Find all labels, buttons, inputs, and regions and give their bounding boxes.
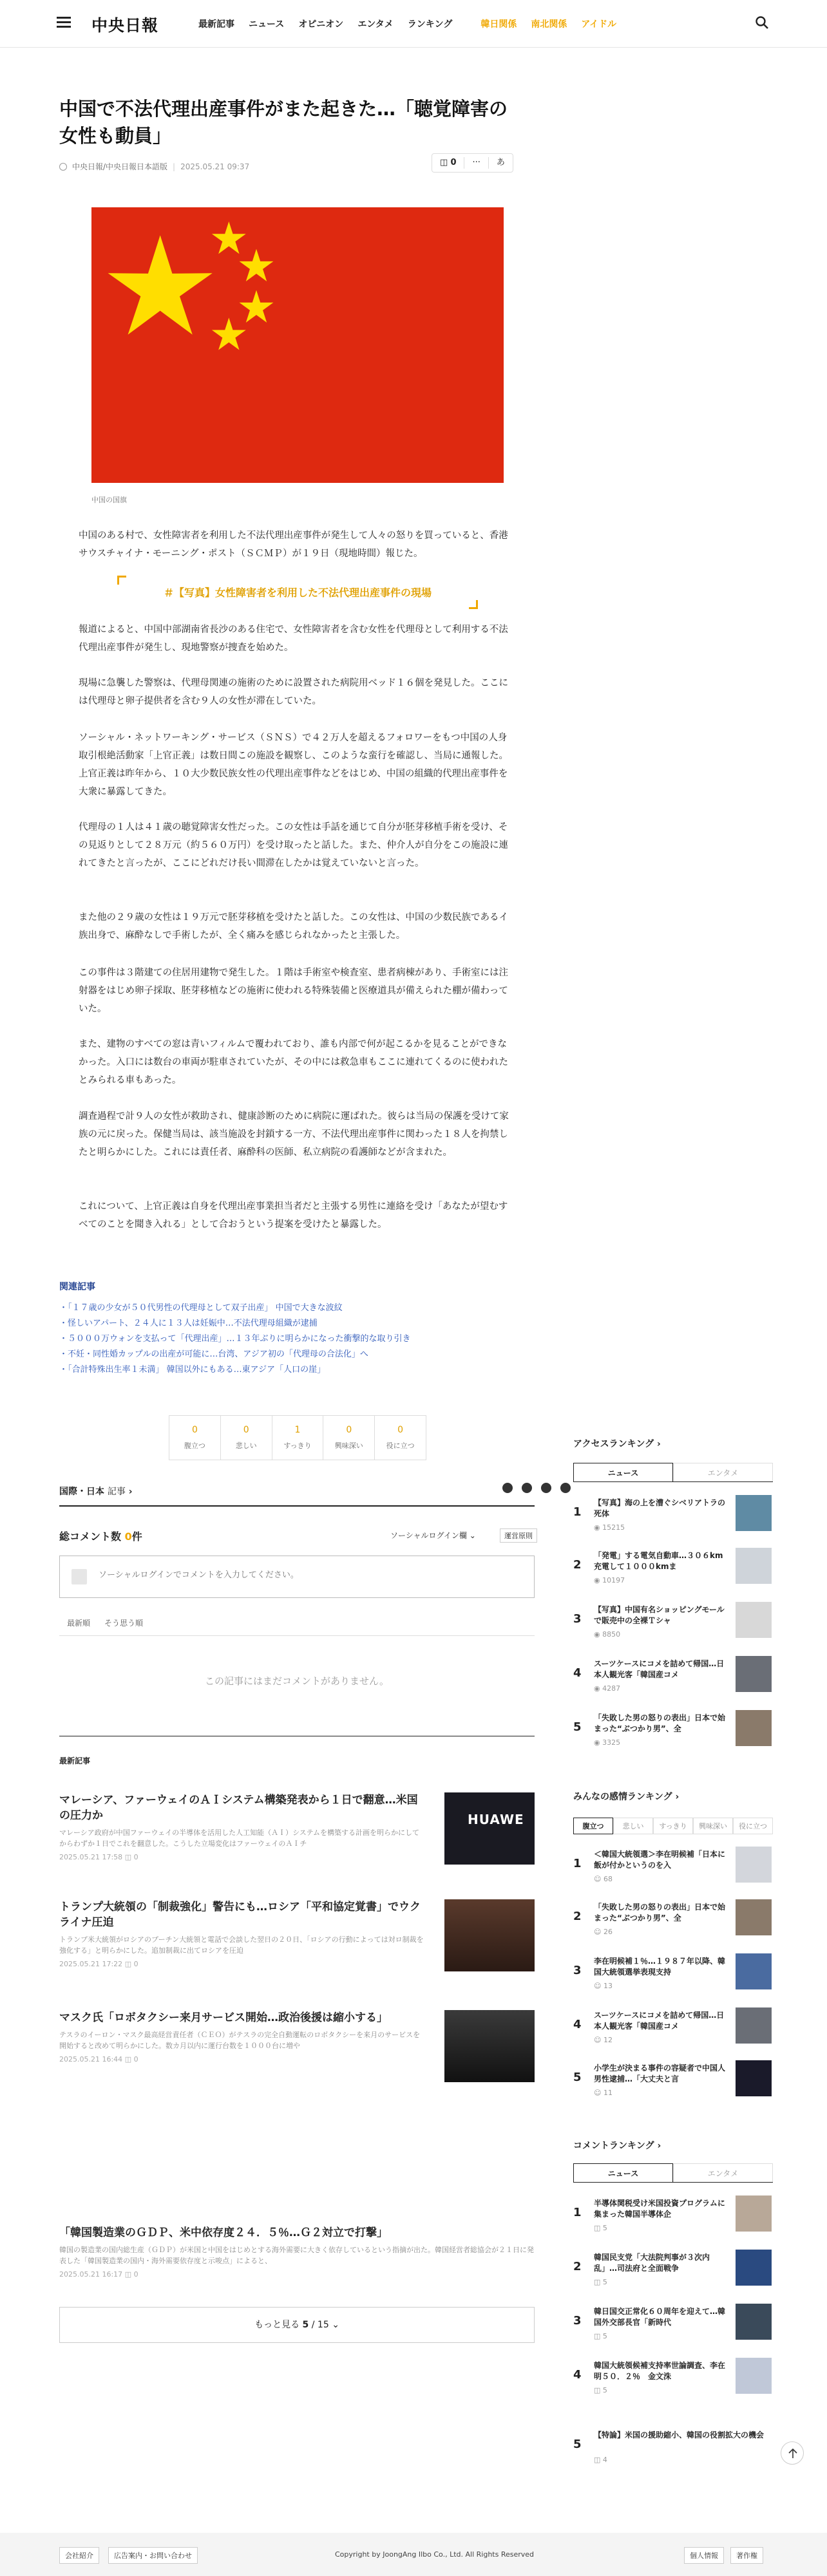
main-nav bbox=[198, 17, 631, 30]
comments-empty-message: この記事にはまだコメントがありません。 bbox=[205, 1675, 389, 1687]
tab-news[interactable]: ニュース bbox=[573, 2163, 673, 2182]
ranking-item[interactable] bbox=[573, 1495, 773, 1541]
site-logo[interactable]: 中央日報 bbox=[91, 16, 159, 35]
load-more-button[interactable]: もっと見る 5 / 15 ⌄ bbox=[59, 2307, 535, 2343]
rank-views-count: 5 bbox=[602, 2278, 607, 2286]
rank-thumbnail bbox=[736, 1548, 772, 1584]
rank-number: 5 bbox=[573, 2438, 582, 2451]
menu-icon[interactable] bbox=[57, 17, 71, 28]
rank-title: 「失敗した男の怒りの表出」日本で始まった“ぶつかり男”、全 bbox=[594, 1903, 726, 1923]
article-date: 2025.05.21 09:37 bbox=[180, 162, 250, 171]
rank-views bbox=[594, 1928, 613, 1936]
comment-icon: ◫ bbox=[124, 1853, 132, 1861]
card-desc: マレーシア政府が中国ファーウェイの半導体を活用した人工知能（ＡＩ）システムを構築する計画を明らかにしてからわずか１日でこれを翻意した。こうした立場変化はファーウェイのＡＩチ bbox=[59, 1829, 420, 1848]
font-size-button[interactable]: あ bbox=[496, 158, 505, 167]
card-desc: 韓国の製造業の国内総生産（ＧＤＰ）が米国と中国をはじめとする海外需要に大きく依存しているという指摘が出た。韓国経営者総協会が２１日に発表した「韓国製造業の国内・海外需要依存度と示唆点」によると、 bbox=[59, 2246, 534, 2265]
ranking-item[interactable] bbox=[573, 1847, 773, 1893]
related-article-link[interactable]: ・「合計特殊出生率１未満」 韓国以外にもある…東アジア「人口の崖」 bbox=[59, 1365, 326, 1375]
line-share-icon[interactable] bbox=[541, 1483, 551, 1493]
rank-thumbnail bbox=[736, 1847, 772, 1883]
ranking-item[interactable] bbox=[573, 1548, 773, 1594]
related-article-link[interactable]: ・「１７歳の少女が５０代男性の代理母として双子出産」 中国で大きな波紋 bbox=[59, 1303, 343, 1313]
x-share-icon[interactable] bbox=[502, 1483, 513, 1493]
rank-title: スーツケースにコメを詰めて帰国…日本人観光客「韓国産コメ bbox=[594, 1659, 725, 1679]
rank-views bbox=[594, 2278, 607, 2286]
image-caption: 中国の国旗 bbox=[91, 496, 127, 504]
rank-title: ＜韓国大統領選＞李在明候補「日本に飯が付かというのを入 bbox=[594, 1850, 726, 1870]
rank-number: 5 bbox=[573, 2071, 582, 2084]
copyright: Copyright by JoongAng Ilbo Co., Ltd. All Rights Reserved bbox=[335, 2550, 535, 2559]
ranking-item[interactable] bbox=[573, 1710, 773, 1756]
tab-useful[interactable]: 役に立つ bbox=[733, 1818, 773, 1834]
comment-icon: ◫ bbox=[594, 2332, 601, 2340]
footer-link-ads[interactable]: 広告案内・お問い合わせ bbox=[108, 2547, 198, 2564]
article-paragraph: ソーシャル・ネットワーキング・サービス（ＳＮＳ）で４２万人を超えるフォロワーをもつ中国の人身取引根絶活動家「上官正義」は数日間この施設を観察し、このような蛮行を確認し、当局に通報した。上官正義は昨年から、１０大少数民族女性の代理出産事件などをはじめ、中国の組織的代理出産事件を大衆に暴露してきた。 bbox=[79, 733, 508, 797]
comment-icon: ◫ bbox=[124, 2055, 132, 2064]
rank-number: 3 bbox=[573, 2314, 582, 2327]
rank-views bbox=[594, 2456, 607, 2464]
rank-views bbox=[594, 2386, 607, 2394]
rank-number: 3 bbox=[573, 1612, 582, 1626]
ranking-item[interactable] bbox=[573, 1602, 773, 1648]
latest-article-card[interactable] bbox=[59, 2225, 535, 2279]
reaction-count: 0 bbox=[397, 1425, 404, 1435]
reaction-relieved[interactable] bbox=[272, 1416, 324, 1460]
footer-link-privacy[interactable]: 個人情報 bbox=[684, 2547, 724, 2564]
related-article-link[interactable]: ・不妊・同性婚カップルの出産が可能に…台湾、アジア初の「代理母の合法化」へ bbox=[59, 1349, 368, 1359]
comment-input-box[interactable] bbox=[59, 1556, 535, 1598]
article-paragraph: これについて、上官正義は自身を代理出産事業担当者だと主張する男性に連絡を受け「あなたが望むすべてのことを聞き入れる」として合おうという提案を受けたと暴露した。 bbox=[79, 1201, 508, 1230]
rank-views bbox=[594, 1523, 625, 1532]
china-flag-image bbox=[91, 207, 504, 483]
more-icon[interactable]: ··· bbox=[464, 157, 488, 169]
card-meta bbox=[59, 2270, 535, 2279]
comment-rules-button[interactable]: 運営原則 bbox=[500, 1528, 537, 1543]
card-thumbnail bbox=[444, 1792, 535, 1865]
emotion-ranking-title[interactable]: みんなの感情ランキング › bbox=[573, 1792, 680, 1802]
card-date: 2025.05.21 17:58 bbox=[59, 1853, 123, 1861]
nav-item-accent[interactable]: アイドル bbox=[581, 19, 617, 30]
rank-title: 「発電」する電気自動車…３０６km充電して１０００kmま bbox=[594, 1551, 723, 1571]
load-more-total: 15 bbox=[317, 2320, 329, 2330]
comment-ranking-label: コメントランキング bbox=[573, 2141, 654, 2151]
rank-views bbox=[594, 1875, 613, 1883]
article-source[interactable]: 中央日報/中央日報日本語版 bbox=[72, 162, 168, 171]
emotion-ranking-label: みんなの感情ランキング bbox=[573, 1792, 672, 1802]
rank-thumbnail bbox=[736, 2304, 772, 2340]
search-icon[interactable] bbox=[755, 15, 769, 30]
comment-sort-tabs bbox=[67, 1617, 143, 1628]
ranking-item[interactable] bbox=[573, 2304, 773, 2350]
footer bbox=[0, 2533, 827, 2576]
latest-article-card[interactable] bbox=[59, 2010, 535, 2064]
rank-views bbox=[594, 1630, 620, 1639]
access-ranking-label: アクセスランキング bbox=[573, 1439, 654, 1449]
chevron-down-icon: ⌄ bbox=[469, 1531, 476, 1540]
rank-views-count: 26 bbox=[603, 1928, 613, 1936]
rank-views-count: 5 bbox=[602, 2224, 607, 2232]
article-paragraph: 報道によると、中国中部湖南省長沙のある住宅で、女性障害者を含む女性を代理母として利用する不法代理出産事件が発生し、現地警察が捜査を始めた。 bbox=[79, 625, 508, 653]
ranking-item[interactable] bbox=[573, 2195, 773, 2242]
reaction-icon: ☺ bbox=[594, 2036, 602, 2044]
related-article-link[interactable]: ・５０００万ウォンを支払って「代理出産」…１３年ぶりに明らかになった衝撃的な取り引き bbox=[59, 1334, 411, 1344]
comment-icon: ◫ bbox=[440, 158, 448, 167]
article-paragraph: また他の２９歳の女性は１９万元で胚芽移植を受けたと話した。この女性は、中国の少数民族であるイ族出身で、麻酔なしで手術したが、全く痛みを感じられなかったと主張した。 bbox=[79, 912, 508, 941]
rank-title: 李在明候補１％…１９８７年以降、韓国大統領選挙表現支持 bbox=[594, 1957, 726, 1977]
rank-views-count: 4 bbox=[602, 2456, 607, 2464]
byline bbox=[59, 161, 249, 172]
reaction-label: すっきり bbox=[283, 1442, 312, 1450]
comment-ranking-title[interactable]: コメントランキング › bbox=[573, 2141, 661, 2151]
nav-item[interactable]: ニュース bbox=[249, 19, 285, 30]
article-paragraph: この事件は３階建ての住居用建物で発生した。１階は手術室や検査室、患者病棟があり、手術室には注射器をはじめ卵子採取、胚芽移植などの施術に使われる特殊装備と医療道具が備えられた棚が備わっていた。 bbox=[79, 968, 508, 1014]
load-more-page: 5 bbox=[302, 2320, 309, 2330]
article-title: 中国で不法代理出産事件がまた起きた…「聴覚障害の女性も動員」 bbox=[59, 98, 508, 147]
rank-views bbox=[594, 1684, 620, 1693]
rank-number: 4 bbox=[573, 2018, 582, 2031]
rank-views-count: 15215 bbox=[602, 1523, 625, 1532]
rank-number: 4 bbox=[573, 2368, 582, 2382]
rank-title: 【写真】海の上を漕ぐシベリアトラの死体 bbox=[594, 1498, 726, 1518]
rank-number: 1 bbox=[573, 2206, 582, 2219]
related-article-text: 「１７歳の少女が５０代男性の代理母として双子出産」 中国で大きな波紋 bbox=[68, 1303, 343, 1313]
access-ranking-tabs bbox=[573, 1463, 773, 1482]
reaction-count: 1 bbox=[294, 1425, 301, 1435]
tab-sad[interactable]: 悲しい bbox=[613, 1818, 653, 1834]
comment-count: 0 bbox=[450, 158, 457, 167]
rank-views bbox=[594, 1982, 613, 1990]
rank-number: 5 bbox=[573, 1720, 582, 1734]
article-paragraph: 調査過程で計９人の女性が救助され、健康診断のために病院に運ばれた。彼らは当局の保護を受けて家族の元に戻った。保健当局は、該当施設を封鎖する一方、不法代理出産事件に関わった１８人を拘禁したと明らかにした。これには責任者、麻酔科の医師、私立病院の看護師などが含まれた。 bbox=[79, 1111, 509, 1158]
reaction-count: 0 bbox=[243, 1425, 249, 1435]
rank-views-count: 5 bbox=[602, 2386, 607, 2394]
load-more-label: もっと見る bbox=[254, 2320, 300, 2330]
views-icon: ◉ bbox=[594, 1738, 600, 1747]
tab-entertainment[interactable]: エンタメ bbox=[673, 2163, 773, 2182]
reaction-count: 0 bbox=[191, 1425, 198, 1435]
global-header bbox=[0, 0, 827, 48]
comment-icon: ◫ bbox=[594, 2224, 601, 2232]
comment-count-button[interactable] bbox=[432, 157, 464, 169]
card-comments: 0 bbox=[133, 2055, 138, 2064]
card-desc: トランプ米大統領がロシアのプーチン大統領と電話で会談した翌日の２０日、「ロシアの行動によっては対ロ制裁を強化する」と明らかにした。追加制裁に出てロシアを圧迫 bbox=[59, 1935, 424, 1955]
latest-articles-title: 最新記事 bbox=[59, 1756, 91, 1765]
views-icon: ◉ bbox=[594, 1523, 600, 1532]
section-suffix: 記事 bbox=[107, 1487, 126, 1497]
card-desc: テスラのイーロン・マスク最高経営責任者（ＣＥＯ）がテスラの完全自動運転のロボタクシーを来月のサービスを開始すると改めて明らかにした。数カ月以内に運行台数を１０００台に増や bbox=[59, 2031, 421, 2050]
article-paragraph: 現場に急襲した警察は、代理母関連の施術のために設置された病院用ベッド１６個を発見した。ここには代理母と卵子提供者を含む９人の女性が滞在していた。 bbox=[79, 678, 508, 706]
rank-thumbnail bbox=[736, 1602, 772, 1638]
source-icon bbox=[59, 163, 67, 171]
ranking-item[interactable] bbox=[573, 2060, 773, 2107]
article-tools bbox=[432, 153, 513, 173]
reaction-icon: ☺ bbox=[594, 1982, 602, 1990]
comment-icon: ◫ bbox=[594, 2456, 601, 2464]
footer-link-copyright[interactable]: 著作権 bbox=[730, 2547, 763, 2564]
footer-link-company[interactable]: 会社紹介 bbox=[59, 2547, 99, 2564]
comment-avatar-icon bbox=[71, 1569, 87, 1584]
rank-views-count: 4287 bbox=[602, 1684, 621, 1693]
rank-title: 小学生が決まる事件の容疑者で中国人男性逮捕…「大丈夫と言 bbox=[594, 2064, 726, 2083]
rank-views-count: 68 bbox=[603, 1875, 613, 1883]
related-articles-title: 関連記事 bbox=[59, 1282, 95, 1292]
nav-item-accent[interactable]: 南北関係 bbox=[531, 19, 567, 30]
rank-title: 「失敗した男の怒りの表出」日本で始まった“ぶつかり男”、全 bbox=[594, 1713, 726, 1733]
related-article-text: 不妊・同性婚カップルの出産が可能に…台湾、アジア初の「代理母の合法化」へ bbox=[68, 1349, 368, 1359]
pull-quote[interactable] bbox=[117, 576, 478, 609]
card-comments: 0 bbox=[133, 1853, 138, 1861]
nav-item[interactable]: ランキング bbox=[407, 19, 453, 30]
rank-views bbox=[594, 1738, 620, 1747]
rank-views bbox=[594, 2224, 607, 2232]
section-link[interactable]: 国際・日本 記事 › bbox=[59, 1487, 133, 1497]
article-paragraph: 代理母の１人は４１歳の聴覚障害女性だった。この女性は手話を通じて自分が胚芽移植手術を受け、その見返りとして２８万元（約５６０万円）を受け取ったと話した。また、仲介人が自分をこの施設に連れてきたと言ったが、ここにどれだけ長い間滞在したかは覚えていないと言った。 bbox=[79, 822, 508, 869]
rank-title: 【写真】中国有名ショッピングモールで販売中の全裸Ｔシャ bbox=[594, 1605, 725, 1625]
facebook-share-icon[interactable] bbox=[522, 1483, 532, 1493]
article-image bbox=[91, 207, 504, 483]
comments-title-text: 総コメント数 bbox=[59, 1530, 122, 1543]
rank-number: 1 bbox=[573, 1857, 582, 1870]
card-date: 2025.05.21 16:17 bbox=[59, 2270, 123, 2279]
related-article-link[interactable]: ・怪しいアパート、２４人に１３人は妊娠中…不法代理母組織が逮捕 bbox=[59, 1319, 318, 1328]
rank-views-count: 8850 bbox=[602, 1630, 621, 1639]
tab-relieved[interactable]: すっきり bbox=[653, 1818, 693, 1834]
comment-icon: ◫ bbox=[594, 2278, 601, 2286]
rank-title: 韓国大統領候補支持率世論調査、李在明５０．２％ 金文洙 bbox=[594, 2361, 726, 2381]
comment-ranking-tabs bbox=[573, 2163, 773, 2183]
rank-thumbnail bbox=[736, 2007, 772, 2044]
rank-views-count: 12 bbox=[603, 2036, 613, 2044]
share-buttons bbox=[502, 1483, 571, 1493]
card-thumbnail bbox=[444, 1899, 535, 1971]
rank-views-count: 3325 bbox=[602, 1738, 621, 1747]
divider: | bbox=[173, 162, 176, 171]
quote-bracket bbox=[469, 600, 478, 609]
rank-views bbox=[594, 2332, 607, 2340]
divider bbox=[59, 1505, 535, 1507]
reaction-label: 腹立つ bbox=[184, 1442, 205, 1450]
rank-views bbox=[594, 2036, 613, 2044]
chevron-down-icon: ⌄ bbox=[332, 2320, 339, 2330]
rank-thumbnail bbox=[736, 2250, 772, 2286]
scroll-to-top-button[interactable] bbox=[781, 2441, 804, 2465]
card-date: 2025.05.21 17:22 bbox=[59, 1960, 123, 1968]
views-icon: ◉ bbox=[594, 1630, 600, 1639]
sort-latest-tab[interactable]: 最新順 bbox=[67, 1619, 91, 1628]
rank-views-count: 10197 bbox=[602, 1576, 625, 1584]
card-title: 「韓国製造業のＧＤＰ、米中依存度２４．５％…Ｇ２対立で打撃」 bbox=[59, 2226, 388, 2239]
nav-item-accent[interactable]: 韓日関係 bbox=[480, 19, 517, 30]
social-login-toggle[interactable] bbox=[390, 1530, 476, 1541]
ranking-item[interactable] bbox=[573, 1953, 773, 2000]
ranking-item[interactable] bbox=[573, 2250, 773, 2296]
tab-interesting[interactable]: 興味深い bbox=[693, 1818, 733, 1834]
reaction-count: 0 bbox=[346, 1425, 352, 1435]
rank-number: 1 bbox=[573, 1505, 582, 1519]
arrow-up-icon bbox=[781, 2442, 804, 2465]
latest-article-card[interactable] bbox=[59, 1899, 535, 1968]
rank-number: 2 bbox=[573, 1558, 582, 1572]
ranking-item[interactable] bbox=[573, 2007, 773, 2054]
reaction-icon: ☺ bbox=[594, 2089, 602, 2097]
comment-icon: ◫ bbox=[124, 2270, 132, 2279]
reaction-angry[interactable] bbox=[169, 1416, 221, 1460]
views-icon: ◉ bbox=[594, 1684, 600, 1693]
rank-views-count: 11 bbox=[603, 2089, 613, 2097]
mail-share-icon[interactable] bbox=[560, 1483, 571, 1493]
rank-thumbnail bbox=[736, 2358, 772, 2394]
rank-thumbnail bbox=[736, 2195, 772, 2232]
rank-views bbox=[594, 1576, 625, 1584]
rank-title: 韓国民支党「大法院判事が３次内乱」…司法府と全面戦争 bbox=[594, 2253, 710, 2273]
comment-input[interactable] bbox=[99, 1570, 485, 1580]
sort-agree-tab[interactable]: そう思う順 bbox=[104, 1619, 144, 1628]
comment-icon: ◫ bbox=[594, 2386, 601, 2394]
card-title: マレーシア、ファーウェイのＡＩシステム構築発表から１日で翻意…米国の圧力か bbox=[59, 1794, 418, 1822]
nav-item[interactable]: 最新記事 bbox=[198, 19, 234, 30]
reaction-sad[interactable] bbox=[221, 1416, 272, 1460]
reaction-icon: ☺ bbox=[594, 1875, 602, 1883]
rank-title: 半導体関税受け米国投資プログラムに集まった韓国半導体企 bbox=[594, 2199, 725, 2219]
comments-count: 0 bbox=[124, 1530, 132, 1543]
ranking-item[interactable] bbox=[573, 2427, 773, 2474]
rank-number: 3 bbox=[573, 1964, 582, 1977]
nav-item[interactable]: エンタメ bbox=[357, 19, 394, 30]
rank-title: スーツケースにコメを詰めて帰国…日本人観光客「韓国産コメ bbox=[594, 2011, 725, 2031]
rank-thumbnail bbox=[736, 1899, 772, 1935]
rank-thumbnail bbox=[736, 2060, 772, 2096]
rank-title: 韓日国交正常化６０周年を迎えて…韓国外交部長官「新時代 bbox=[594, 2307, 726, 2327]
card-title: トランプ大統領の「制裁強化」警告にも…ロシア「平和協定覚書」でウクライナ圧迫 bbox=[59, 1901, 421, 1929]
pull-quote-text: ＃【写真】女性障害者を利用した不法代理出産事件の現場 bbox=[163, 587, 432, 599]
reaction-bar bbox=[169, 1415, 426, 1460]
rank-number: 2 bbox=[573, 1910, 582, 1923]
rank-views bbox=[594, 2089, 613, 2097]
tab-angry[interactable]: 腹立つ bbox=[573, 1818, 613, 1834]
ranking-item[interactable] bbox=[573, 2358, 773, 2404]
quote-bracket bbox=[117, 576, 126, 585]
ranking-item[interactable] bbox=[573, 1656, 773, 1702]
reaction-label: 役に立つ bbox=[386, 1442, 415, 1450]
rank-thumbnail bbox=[736, 1710, 772, 1746]
card-comments: 0 bbox=[133, 1960, 138, 1968]
thumbnail-overlay-text: HUAWE bbox=[468, 1812, 524, 1827]
social-login-label: ソーシャルログイン欄 bbox=[390, 1531, 467, 1540]
comment-icon: ◫ bbox=[124, 1960, 132, 1968]
related-article-text: 怪しいアパート、２４人に１３人は妊娠中…不法代理母組織が逮捕 bbox=[68, 1319, 318, 1328]
emotion-ranking-tabs bbox=[573, 1818, 773, 1834]
card-date: 2025.05.21 16:44 bbox=[59, 2055, 123, 2064]
latest-article-card[interactable] bbox=[59, 1792, 535, 1861]
divider bbox=[59, 1635, 535, 1636]
views-icon: ◉ bbox=[594, 1576, 600, 1584]
rank-thumbnail bbox=[736, 1656, 772, 1692]
rank-thumbnail bbox=[736, 1495, 772, 1531]
related-article-text: ５０００万ウォンを支払って「代理出産」…１３年ぶりに明らかになった衝撃的な取り引き bbox=[68, 1334, 411, 1344]
rank-thumbnail bbox=[736, 1953, 772, 1989]
reaction-label: 興味深い bbox=[334, 1442, 363, 1450]
tab-entertainment[interactable]: エンタメ bbox=[673, 1463, 773, 1481]
card-title: マスク氏「ロボタクシー来月サービス開始…政治後援は縮小する」 bbox=[59, 2011, 388, 2024]
tab-news[interactable]: ニュース bbox=[573, 1463, 673, 1481]
related-article-text: 「合計特殊出生率１未満」 韓国以外にもある…東アジア「人口の崖」 bbox=[68, 1365, 326, 1375]
comments-unit: 件 bbox=[131, 1530, 142, 1543]
section-label: 国際・日本 bbox=[59, 1487, 104, 1497]
rank-views-count: 13 bbox=[603, 1982, 613, 1990]
rank-number: 2 bbox=[573, 2260, 582, 2273]
reaction-useful[interactable] bbox=[375, 1416, 426, 1460]
comments-title bbox=[59, 1528, 142, 1543]
nav-item[interactable]: オピニオン bbox=[298, 19, 344, 30]
reaction-label: 悲しい bbox=[235, 1442, 257, 1450]
reaction-icon: ☺ bbox=[594, 1928, 602, 1936]
rank-number: 4 bbox=[573, 1666, 582, 1680]
card-thumbnail bbox=[444, 2010, 535, 2082]
access-ranking-title[interactable]: アクセスランキング › bbox=[573, 1439, 661, 1449]
article-paragraph: また、建物のすべての窓は青いフィルムで覆われており、誰も内部で何が起こるかを見ることができなかった。入口には数台の車両が駐車されていたが、その中には救急車もここに連れてくるのに使われたとみられる車もあった。 bbox=[79, 1039, 508, 1086]
ranking-item[interactable] bbox=[573, 1899, 773, 1946]
rank-views-count: 5 bbox=[602, 2332, 607, 2340]
reaction-interesting[interactable] bbox=[323, 1416, 375, 1460]
article-paragraph: 中国のある村で、女性障害者を利用した不法代理出産事件が発生して人々の怒りを買っていると、香港サウスチャイナ・モーニング・ポスト（ＳＣＭＰ）が１９日（現地時間）報じた。 bbox=[79, 531, 508, 559]
rank-title: 【特論】米国の援助縮小、韓国の役割拡大の機会 bbox=[594, 2430, 765, 2440]
card-comments: 0 bbox=[133, 2270, 138, 2279]
